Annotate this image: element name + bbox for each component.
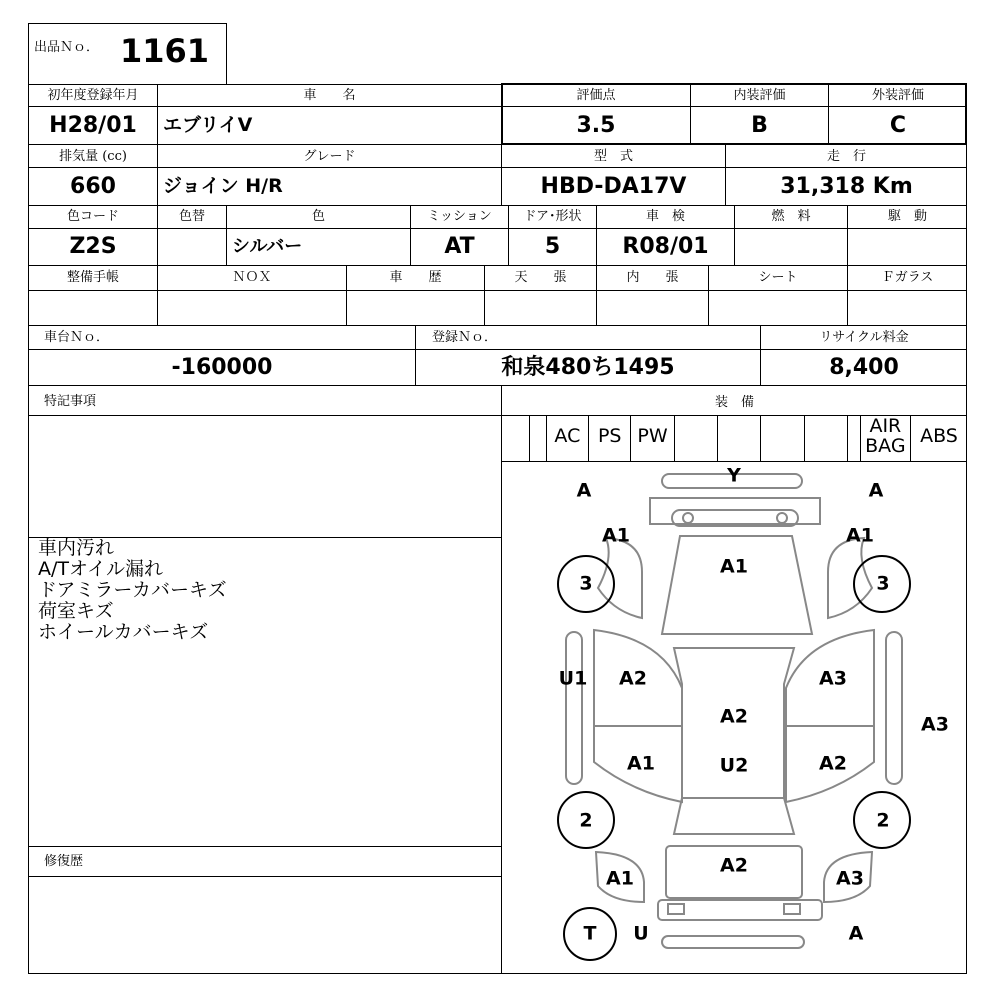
model-value: HBD-DA17V [540,174,687,199]
equipment-cell [674,415,717,462]
mark-right-front-door: A3 [819,667,847,690]
mark-left-sill: U1 [558,667,588,690]
mark-front-left-corner: A [576,479,592,502]
color-value: シルバー [232,236,303,257]
rule [28,265,967,266]
recycle-label: リサイクル料金 [819,330,909,345]
chassis-value: -160000 [171,355,273,380]
mark-hood: A1 [720,555,748,578]
rule [28,846,501,847]
mission-value: AT [444,234,475,259]
mark-back-door: A2 [720,854,748,877]
score-value: 3.5 [576,113,616,138]
fglass-label: Ｆガラス [881,270,934,285]
maintenance-label: 整備手帳 [66,270,119,285]
lot-number-label: 出品Ｎｏ． [34,40,100,55]
registration-label: 登録Ｎｏ． [432,330,498,345]
note-line: ホイールカバーキズ [38,621,209,643]
lot-number: 1161 [120,32,210,70]
mark-front-bumper: Y [727,464,741,487]
exterior-label: 外装評価 [871,88,924,103]
mark-left-rear-quarter: A1 [606,867,634,890]
model-label: 型 式 [593,149,633,164]
equipment-pw: PW [630,415,673,462]
rule [28,876,501,877]
displacement-label: 排気量 (cc) [59,149,127,164]
equipment-cell [529,415,546,462]
equipment-ps: PS [588,415,630,462]
mark-left-front-door: A2 [619,667,647,690]
mark-right-front-wheel: 3 [876,572,890,595]
mark-roof: A2 [720,705,748,728]
damage-marks [502,462,967,974]
displacement-value: 660 [70,174,116,199]
grade-value: ジョイン H/R [163,175,283,197]
mark-spare-tire: T [583,922,597,945]
inspection-label: 車 検 [645,209,685,224]
color-change-label: 色替 [178,209,205,224]
mission-label: ミッション [427,209,492,224]
mark-right-front-fender: A1 [846,524,874,547]
rule [28,385,967,386]
mark-right-rear-quarter: A3 [836,867,864,890]
mark-rear-bumper: U [633,922,649,945]
mileage-label: 走 行 [826,149,866,164]
interior-value: B [751,113,768,138]
equipment-cell [717,415,760,462]
notes-label: 特記事項 [44,394,97,409]
equipment-abs: ABS [910,415,967,462]
inner-label: 内 張 [626,270,679,285]
chassis-label: 車台Ｎｏ． [44,330,110,345]
nox-label: ＮＯＸ [232,270,272,285]
mark-left-rear-wheel: 2 [579,809,593,832]
doors-value: 5 [544,234,561,259]
equipment-ac: AC [546,415,588,462]
seat-label: シート [758,270,798,285]
history-label: 車 歴 [389,270,442,285]
registration-value: 和泉480ち1495 [501,355,675,380]
drive-label: 駆 動 [887,209,927,224]
mark-right-rear-wheel: 2 [876,809,890,832]
mark-roof-rear: U2 [719,754,749,777]
equipment-cell [804,415,847,462]
equipment-row [529,415,967,462]
equipment-cell [847,415,860,462]
fuel-label: 燃 料 [771,209,811,224]
note-line: 荷室キズ [38,600,114,622]
exterior-value: C [889,113,907,138]
mark-left-front-fender: A1 [602,524,630,547]
rule [28,290,967,291]
car-name-label: 車 名 [303,88,356,103]
interior-label: 内装評価 [733,88,786,103]
note-line: ドアミラーカバーキズ [38,579,227,601]
score-label: 評価点 [576,88,616,103]
mark-left-rear-door: A1 [627,752,655,775]
equipment-label: 装 備 [714,395,754,410]
grade-label: グレード [303,149,356,164]
color-code-value: Z2S [69,234,117,259]
reg-year-value: H28/01 [49,113,137,138]
equipment-cell [760,415,803,462]
note-line: 車内汚れ [38,537,115,559]
note-line: A/Tオイル漏れ [38,558,164,580]
repair-history-label: 修復歴 [44,854,84,869]
mark-left-front-wheel: 3 [579,572,593,595]
mark-right-side: A3 [921,713,949,736]
mark-right-rear-door: A2 [819,752,847,775]
car-name-value: エブリイV [163,114,253,136]
mark-rear-right-corner: A [848,922,864,945]
inspection-value: R08/01 [622,234,709,259]
rule [28,325,967,326]
equipment-airbag: AIR BAG [860,415,910,462]
mileage-value: 31,318 Km [780,174,913,199]
color-label: 色 [311,209,325,224]
rule [28,205,967,206]
doors-label: ドア･形状 [523,209,582,224]
reg-year-label: 初年度登録年月 [47,88,139,103]
recycle-value: 8,400 [829,355,899,380]
color-code-label: 色コード [66,209,119,224]
notes-list [38,538,498,643]
mark-front-right-corner: A [868,479,884,502]
roof-label: 天 張 [514,270,567,285]
